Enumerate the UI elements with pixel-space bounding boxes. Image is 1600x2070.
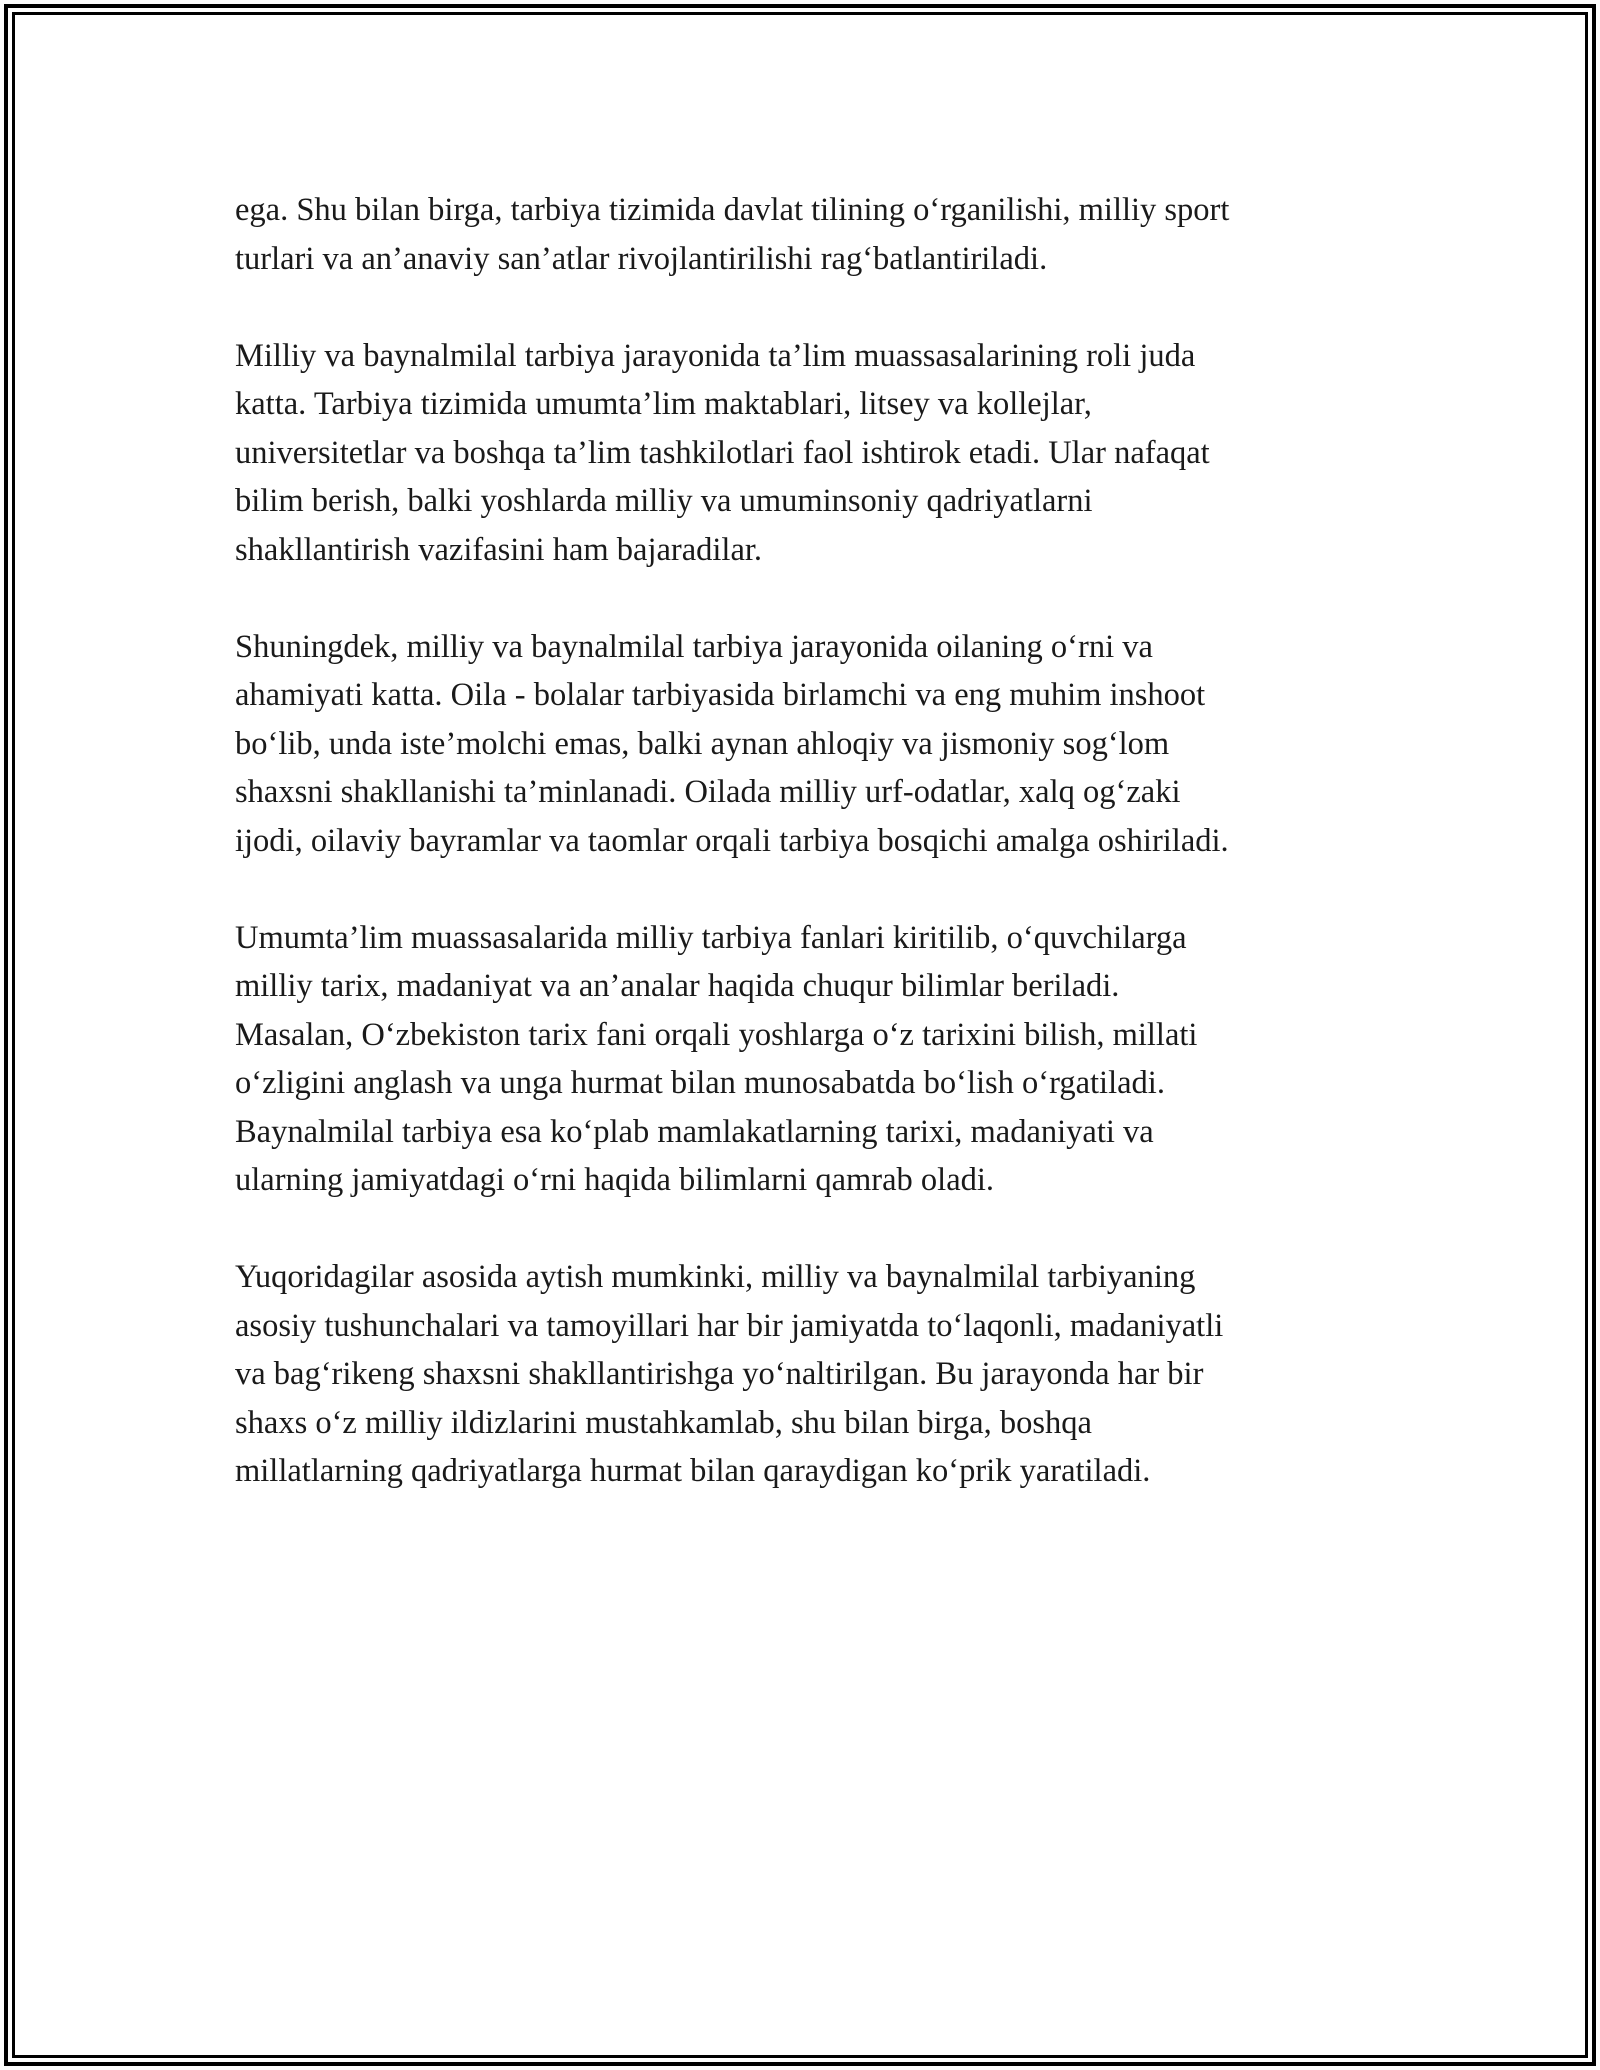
paragraph-1: ega. Shu bilan birga, tarbiya tizimida davlat tilining o‘rganilishi, milliy sport turlari va an’anaviy san’atlar rivojlantirilishi rag‘batlantiriladi. — [235, 192, 1230, 277]
paragraph-3: Shuningdek, milliy va baynalmilal tarbiya jarayonida oilaning o‘rni va ahamiyati katta. Oila - bolalar tarbiyasida birlamchi va eng muhim inshoot bo‘lib, unda iste’molchi emas, balki aynan ahloqiy va jismoniy sog‘lom shaxsni shakllanishi ta’minlanadi. Oilada milliy urf-odatlar, xalq og‘zaki ijodi, oilaviy bayramlar va taomlar orqali tarbiya bosqichi amalga oshiriladi. — [235, 628, 1229, 859]
paragraph-5: Yuqoridagilar asosida aytish mumkinki, milliy va baynalmilal tarbiyaning asosiy tushunchalari va tamoyillari har bir jamiyatda to‘laqonli, madaniyatli va bag‘rikeng shaxsni shakllantirishga yo‘naltirilgan. Bu jarayonda har bir shaxs o‘z milliy ildizlarini mustahkamlab, shu bilan birga, boshqa millatlarning qadriyatlarga hurmat bilan qaraydigan ko‘prik yaratiladi. — [235, 1259, 1224, 1489]
paragraph-2: Milliy va baynalmilal tarbiya jarayonida ta’lim muassasalarining roli juda katta. Tarbiya tizimida umumta’lim maktablari, litsey va kollejlar, universitetlar va boshqa ta’lim tashkilotlari faol ishtirok etadi. Ular nafaqat bilim berish, balki yoshlarda milliy va umuminsoniy qadriyatlarni shakllantirish vazifasini ham bajaradilar. — [235, 337, 1210, 568]
paragraph-4: Umumta’lim muassasalarida milliy tarbiya fanlari kiritilib, o‘quvchilarga milliy tarix, madaniyat va an’analar haqida chuqur bilimlar beriladi. Masalan, O‘zbekiston tarix fani orqali yoshlarga o‘z tarixini bilish, millati o‘zligini anglash va unga hurmat bilan munosabatda bo‘lish o‘rgatiladi. Baynalmilal tarbiya esa ko‘plab mamlakatlarning tarixi, madaniyati va ularning jamiyatdagi o‘rni haqida bilimlarni qamrab oladi. — [235, 919, 1198, 1198]
document-body — [235, 186, 1385, 1544]
